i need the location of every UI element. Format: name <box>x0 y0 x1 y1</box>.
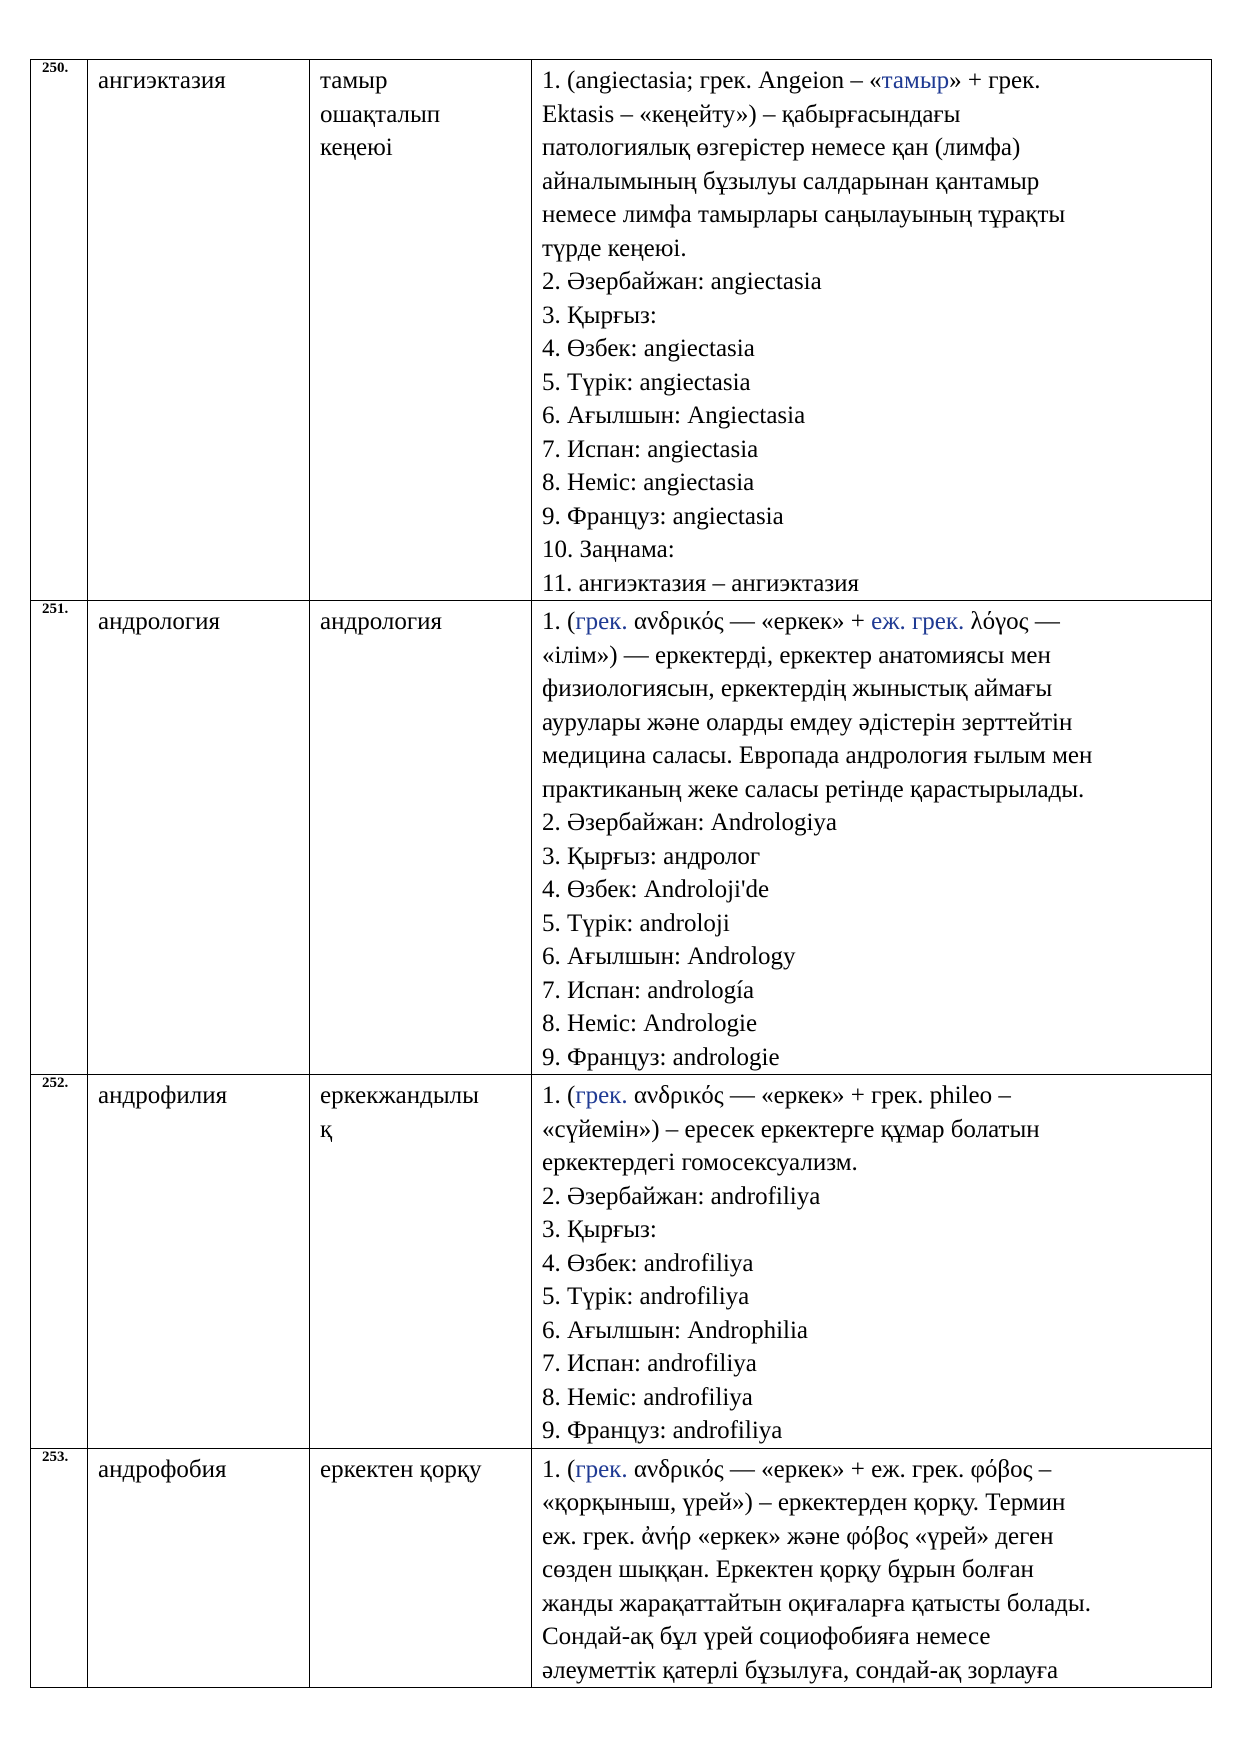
kazakh-term-line: андрология <box>320 608 442 635</box>
link-text[interactable]: грек. <box>575 1082 628 1109</box>
term-text: андрофилия <box>98 1082 228 1109</box>
kazakh-term-line: ошақталып <box>320 100 441 128</box>
definition-line: 7. Испан: androfiliya <box>542 1350 757 1377</box>
definition-line <box>542 605 1199 639</box>
definition-line: 9. Француз: angiectasia <box>542 502 784 530</box>
definition-line: 11. ангиэктазия – ангиэктазия <box>542 569 860 597</box>
entry-number: 251. <box>42 601 69 617</box>
term-cell <box>88 1448 310 1688</box>
definition-line: 5. Түрік: angiectasia <box>542 368 751 396</box>
definition <box>532 1075 1211 1448</box>
kazakh-term-cell <box>310 1075 532 1449</box>
definition-line: 3. Қырғыз: андролог <box>542 842 761 870</box>
definition-line: 6. Ағылшын: Andrology <box>542 943 796 970</box>
link-text[interactable]: тамыр <box>881 67 950 94</box>
definition-line <box>542 1453 1199 1487</box>
definition <box>532 601 1211 1074</box>
definition-line: 9. Француз: andrologie <box>542 1043 780 1071</box>
definition-line: Сондай-ақ бұл үрей социофобияға немесе <box>542 1623 991 1650</box>
definition-text: 1. (angiectasia; грек. Angeion – « <box>542 67 882 94</box>
kazakh-term <box>310 60 531 165</box>
definition-text: ανδρικός — «еркек» + еж. грек. φόβος – <box>627 1455 1052 1483</box>
definition-line: аурулары және оларды емдеу әдістерін зерттейтін <box>542 708 1073 736</box>
table-row <box>31 1448 1212 1688</box>
entry-number-cell <box>31 60 88 601</box>
definition-line: практиканың жеке саласы ретінде қарастырылады. <box>542 775 1085 803</box>
entry-number-cell <box>31 1448 88 1688</box>
definition-line: 5. Түрік: androfiliya <box>542 1283 750 1310</box>
definition-line: 3. Қырғыз: <box>542 1216 657 1243</box>
kazakh-term <box>310 1075 531 1146</box>
definition-line: немесе лимфа тамырлары саңылауының тұрақты <box>542 201 1066 228</box>
definition-line: Ektasis – «кеңейту») – қабырғасындағы <box>542 100 961 128</box>
definition-line: 2. Әзербайжан: angiectasia <box>542 268 822 295</box>
definition-cell <box>532 601 1212 1075</box>
term-text: андрология <box>98 608 220 635</box>
definition-line: әлеуметтік қатерлі бұзылуға, сондай-ақ зорлауға <box>542 1656 1059 1684</box>
entry-number: 252. <box>42 1075 69 1091</box>
kazakh-term-line: кеңеюі <box>320 134 393 161</box>
entry-number-cell <box>31 1075 88 1449</box>
link-text[interactable]: грек. <box>575 1455 628 1483</box>
definition-line: 4. Өзбек: androfiliya <box>542 1249 754 1277</box>
definition-line: 6. Ағылшын: Angiectasia <box>542 402 806 429</box>
definition-line: «сүйемін») – ересек еркектерге құмар болатын <box>542 1115 1040 1143</box>
link-text[interactable]: грек. <box>575 608 628 635</box>
definition-line: 8. Неміс: Andrologie <box>542 1010 758 1037</box>
definition-line: еркектердегі гомосексуализм. <box>542 1149 858 1176</box>
definition-cell <box>532 1075 1212 1449</box>
definition-line <box>542 64 1199 98</box>
kazakh-term-cell <box>310 601 532 1075</box>
definition-line: 2. Әзербайжан: androfiliya <box>542 1182 821 1210</box>
term-cell <box>88 60 310 601</box>
definition-text: ανδρικός — «еркек» + <box>627 608 872 635</box>
definition-text: 1. ( <box>542 1455 576 1483</box>
definition-text: 1. ( <box>542 1082 576 1109</box>
definition-line: 3. Қырғыз: <box>542 301 657 329</box>
term-cell <box>88 1075 310 1449</box>
definition-line: 5. Түрік: androloji <box>542 909 730 937</box>
table-row <box>31 1075 1212 1449</box>
term-text: андрофобия <box>98 1455 227 1483</box>
definition-line: 7. Испан: angiectasia <box>542 435 759 463</box>
definition-line: 8. Неміс: angiectasia <box>542 469 755 496</box>
definition-line: түрде кеңеюі. <box>542 234 687 262</box>
definition-line: айналымының бұзылуы салдарынан қантамыр <box>542 167 1040 195</box>
definition-line: 4. Өзбек: Androloji'de <box>542 876 770 903</box>
definition-line: жанды жарақаттайтын оқиғаларға қатысты болады. <box>542 1589 1091 1617</box>
kazakh-term <box>310 601 531 639</box>
definition-line: 2. Әзербайжан: Andrologiya <box>542 809 838 836</box>
definition-line: патологиялық өзгерістер немесе қан (лимфа) <box>542 134 1021 161</box>
term-cell <box>88 601 310 1075</box>
definition-line: 7. Испан: andrología <box>542 976 755 1004</box>
entry-number: 253. <box>42 1448 69 1465</box>
definition-line: 10. Заңнама: <box>542 536 675 563</box>
definition <box>532 1449 1211 1688</box>
definition-line <box>542 1079 1199 1113</box>
dictionary-table <box>30 59 1212 1688</box>
definition-line: «қорқыныш, үрей») – еркектерден қорқу. Термин <box>542 1489 1066 1516</box>
table-row <box>31 60 1212 601</box>
definition-cell <box>532 60 1212 601</box>
kazakh-term-cell <box>310 60 532 601</box>
definition-line: физиологиясын, еркектердің жыныстық аймағы <box>542 675 1053 702</box>
definition-line: 8. Неміс: androfiliya <box>542 1383 753 1411</box>
definition-text: » + грек. <box>949 67 1041 94</box>
definition-text: ανδρικός — «еркек» + грек. phileo – <box>627 1082 1011 1109</box>
definition-line: «ілім») — еркектерді, еркектер анатомиясы мен <box>542 641 1051 669</box>
definition-line: медицина саласы. Европада андрология ғылым мен <box>542 742 1093 769</box>
kazakh-term-line: қ <box>320 1115 333 1143</box>
definition-text: λόγος — <box>964 608 1060 635</box>
link-text[interactable]: еж. грек. <box>871 608 965 635</box>
definition-cell <box>532 1448 1212 1688</box>
entry-number-cell <box>31 601 88 1075</box>
kazakh-term <box>310 1449 531 1487</box>
definition-line: 4. Өзбек: angiectasia <box>542 335 755 362</box>
definition <box>532 60 1211 600</box>
definition-line: еж. грек. ἀνήρ «еркек» және φόβος «үрей» деген <box>542 1522 1054 1550</box>
entry-number: 250. <box>42 60 69 76</box>
table-row <box>31 601 1212 1075</box>
definition-text: 1. ( <box>542 608 576 635</box>
kazakh-term-line: еркекжандылы <box>320 1082 479 1109</box>
kazakh-term-line: тамыр <box>320 67 388 94</box>
term-text: ангиэктазия <box>98 67 226 94</box>
definition-line: 6. Ағылшын: Androphilia <box>542 1316 809 1344</box>
definition-line: сөзден шыққан. Еркектен қорқу бұрын болған <box>542 1556 1034 1583</box>
definition-line: 9. Француз: androfiliya <box>542 1417 783 1444</box>
kazakh-term-cell <box>310 1448 532 1688</box>
kazakh-term-line: еркектен қорқу <box>320 1455 482 1483</box>
